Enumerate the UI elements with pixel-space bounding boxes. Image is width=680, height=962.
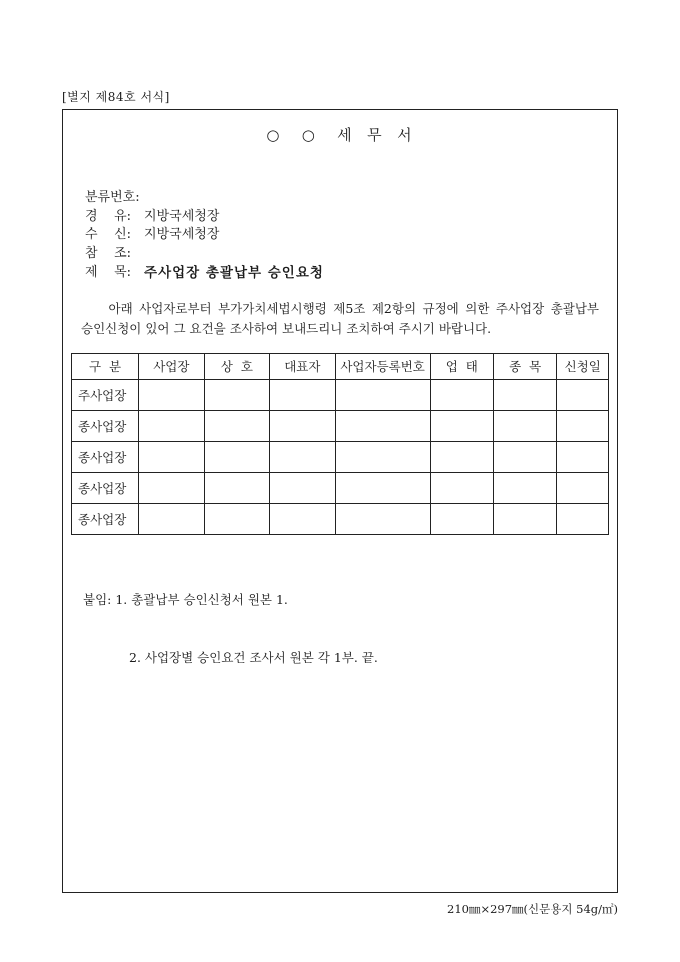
cell (430, 379, 493, 410)
header-business-type: 업 태 (430, 353, 493, 379)
field-value: 지방국세청장 (144, 227, 220, 242)
row-category: 주사업장 (72, 379, 139, 410)
header-fields (85, 189, 617, 283)
table-header-row (72, 353, 609, 379)
field-via (85, 208, 617, 227)
cell (139, 441, 205, 472)
cell (335, 503, 430, 534)
field-reference (85, 245, 617, 264)
table-row (72, 410, 609, 441)
cell (557, 441, 609, 472)
cell (430, 472, 493, 503)
cell (557, 410, 609, 441)
field-label: 수 신: (85, 227, 132, 242)
document-title: ○ ○ 세 무 서 (266, 126, 414, 144)
field-label: 분류번호: (85, 190, 140, 205)
field-label: 제 목: (85, 265, 132, 280)
header-registration-number: 사업자등록번호 (335, 353, 430, 379)
header-trade-name: 상 호 (204, 353, 270, 379)
cell (139, 503, 205, 534)
cell (204, 503, 270, 534)
cell (335, 472, 430, 503)
table-row (72, 472, 609, 503)
cell (204, 441, 270, 472)
row-category: 종사업장 (72, 441, 139, 472)
cell (139, 410, 205, 441)
cell (270, 441, 336, 472)
date-line (63, 891, 617, 894)
field-value: 주사업장 총괄납부 승인요청 (144, 265, 324, 281)
form-number-label: [별지 제84호 서식] (62, 90, 170, 104)
cell (494, 379, 557, 410)
cell (557, 379, 609, 410)
cell (270, 472, 336, 503)
cell (494, 503, 557, 534)
paper-spec-note: 210㎜×297㎜(신문용지 54g/㎡) (447, 902, 618, 916)
row-category: 종사업장 (72, 472, 139, 503)
cell (430, 441, 493, 472)
field-recipient (85, 226, 617, 245)
cell (335, 441, 430, 472)
cell (204, 379, 270, 410)
cell (270, 410, 336, 441)
table-row (72, 503, 609, 534)
field-label: 경 유: (85, 208, 132, 224)
cell (270, 379, 336, 410)
cell (335, 379, 430, 410)
header-application-date: 신청일 (557, 353, 609, 379)
business-sites-table (71, 353, 609, 535)
table-row (72, 379, 609, 410)
cell (270, 503, 336, 534)
cell (430, 410, 493, 441)
cell (139, 379, 205, 410)
document-frame (62, 109, 618, 893)
cell (335, 410, 430, 441)
cell (557, 472, 609, 503)
cell (494, 410, 557, 441)
field-label: 참 조: (85, 245, 132, 261)
row-category: 종사업장 (72, 503, 139, 534)
cell (139, 472, 205, 503)
attachments-block (83, 552, 617, 707)
cell (204, 472, 270, 503)
table-row (72, 441, 609, 472)
header-representative: 대표자 (270, 353, 336, 379)
cell (494, 472, 557, 503)
header-business-item: 종 목 (494, 353, 557, 379)
field-value: 지방국세청장 (144, 208, 220, 224)
field-classification-number (85, 189, 617, 208)
cell (557, 503, 609, 534)
field-subject (85, 264, 617, 283)
attachment-line-1: 붙임: 1. 총괄납부 승인신청서 원본 1. (83, 592, 288, 608)
attachment-line-2: 2. 사업장별 승인요건 조사서 원본 각 1부. 끝. (129, 650, 378, 666)
cell (494, 441, 557, 472)
body-paragraph: 아래 사업자로부터 부가가치세법시행령 제5조 제2항의 규정에 의한 주사업장 총괄납부 승인신청이 있어 그 요건을 조사하여 보내드리니 조치하여 주시기 바랍니다. (81, 300, 599, 336)
cell (430, 503, 493, 534)
header-category: 구 분 (72, 353, 139, 379)
cell (204, 410, 270, 441)
row-category: 종사업장 (72, 410, 139, 441)
header-business-site: 사업장 (139, 353, 205, 379)
